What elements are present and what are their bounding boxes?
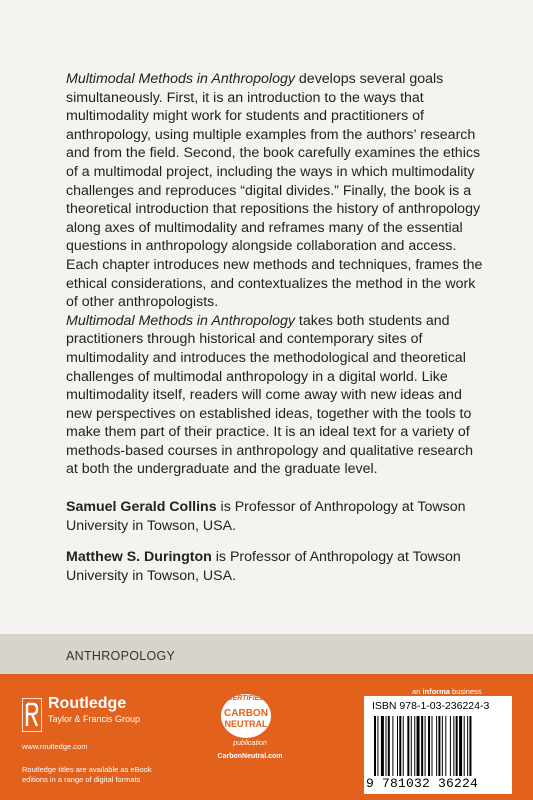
barcode-bar (414, 716, 415, 776)
publisher-url: www.routledge.com (22, 742, 88, 751)
barcode-bar (407, 716, 409, 776)
author-name: Matthew S. Durington (66, 549, 212, 565)
author-bio-collins (66, 498, 486, 535)
barcode-bar (421, 716, 423, 776)
barcode-icon (374, 716, 502, 776)
ebook-note: Routledge titles are available as eBook editions in a range of digital formats (22, 765, 152, 784)
book-title-italic: Multimodal Methods in Anthropology (66, 71, 295, 87)
subject-category: ANTHROPOLOGY (66, 649, 176, 663)
badge-line2: CARBON (224, 708, 268, 719)
barcode-bar (469, 716, 471, 776)
barcode-bar (374, 716, 376, 776)
barcode-bar (392, 716, 393, 776)
barcode-bar (459, 716, 462, 776)
blurb-text: develops several goals simultaneously. First, it is an introduction to the ways that multimodality might work for students and practitioners of anthropology, using multiple examples from the authors’ research and from the field. Second, the book carefully examines the ethics of a multimodal project, including the ways in which multimodality challenges and reproduces “digital divides.” Finally, the book is a theoretical introduction that repositions the history of anthropology along axes of multimodality and reframes many of the essential questions in anthropology alongside collaboration and access. Each chapter introduces new methods and techniques, frames the ethical considerations, and contextualizes the method in the work of other anthropologists. (66, 71, 483, 311)
publisher-name: Routledge (48, 695, 127, 712)
blurb-paragraph-1 (66, 70, 486, 312)
barcode-bar (453, 716, 454, 776)
barcode-bar (399, 716, 401, 776)
barcode-digits: 9 781032 36224 (366, 776, 479, 791)
barcode-bar (438, 716, 440, 776)
barcode-bar (377, 716, 378, 776)
author-name: Samuel Gerald Collins (66, 499, 217, 515)
carbon-neutral-badge-icon (218, 688, 274, 740)
barcode-bar (445, 716, 446, 776)
barcode-bar (450, 716, 451, 776)
informa-prefix: an (412, 687, 423, 696)
barcode-bar (417, 716, 420, 776)
carbon-url: CarbonNeutral.com (217, 753, 283, 760)
back-cover-blurb (66, 70, 486, 479)
author-description: is Professor of Anthropology at Towson University in Towson, USA. (66, 549, 461, 584)
barcode-bar (403, 716, 404, 776)
barcode-bar (381, 716, 384, 776)
barcode-bar (442, 716, 443, 776)
barcode-bar (411, 716, 412, 776)
barcode-bar (388, 716, 390, 776)
blurb-text: takes both students and practitioners through historical and contemporary sites of multimodality and introduces the methodological and theoretical challenges of multimodal anthropology in a digital world. Like multimodality itself, readers will come away with new ideas and new perspectives on established ideas, together with the tools to make them part of their practice. It is an ideal text for a variety of methods-based courses in anthropology and qualitative research at both the undergraduate and the graduate level. (66, 312, 473, 478)
barcode-bar (432, 716, 433, 776)
barcode-bar (467, 716, 468, 776)
isbn-label: ISBN 978-1-03-236224-3 (372, 700, 490, 712)
barcode-bar (386, 716, 387, 776)
carbon-publication: publication (233, 740, 267, 747)
informa-brand: informa (422, 687, 450, 696)
subject-band (0, 634, 533, 674)
barcode-bar (456, 716, 458, 776)
publisher-group: Taylor & Francis Group (48, 714, 141, 724)
barcode-bar (397, 716, 398, 776)
barcode-bar (425, 716, 426, 776)
blurb-paragraph-2 (66, 312, 486, 479)
barcode-bar (436, 716, 437, 776)
publisher-footer (0, 674, 533, 800)
barcode-bar (428, 716, 430, 776)
author-bio-durington (66, 548, 486, 585)
book-title-italic: Multimodal Methods in Anthropology (66, 312, 295, 329)
isbn-barcode (364, 696, 512, 794)
barcode-bar (464, 716, 465, 776)
badge-line1: CERTIFIED (227, 695, 265, 702)
informa-suffix: business (449, 687, 482, 696)
badge-line3: NEUTRAL (224, 719, 268, 729)
author-description: is Professor of Anthropology at Towson University in Towson, USA. (66, 499, 466, 534)
informa-business (412, 687, 482, 696)
routledge-logo-icon (22, 698, 42, 732)
